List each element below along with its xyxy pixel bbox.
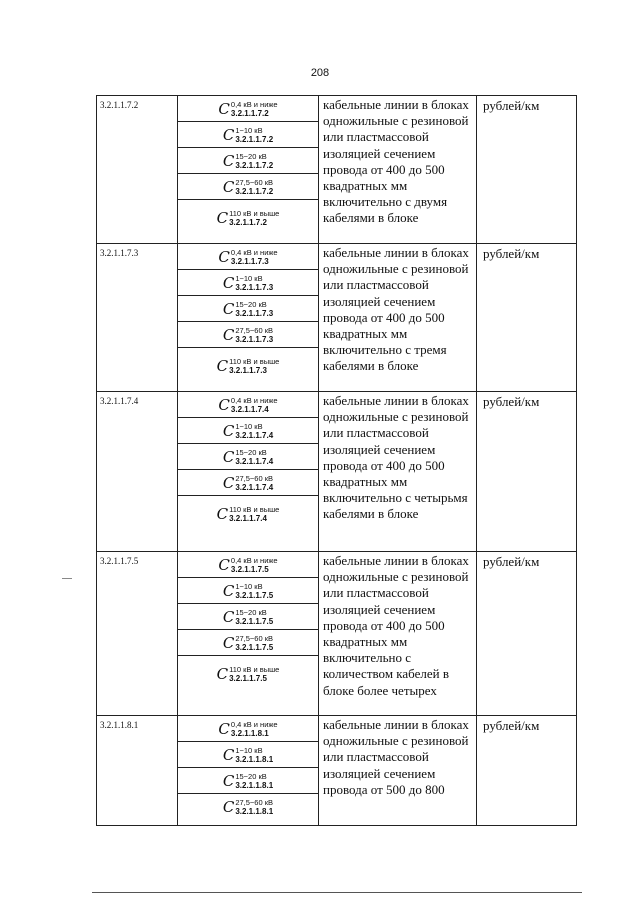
symbol-letter: C <box>218 395 230 414</box>
coefficient-cell <box>178 348 318 384</box>
row-unit: рублей/км <box>477 716 577 826</box>
tariff-table <box>96 95 577 826</box>
coefficient-symbol <box>223 772 273 790</box>
voltage-superscript: 110 кВ и выше <box>229 357 280 366</box>
coefficient-cell <box>178 418 318 444</box>
coefficient-symbol <box>223 798 273 816</box>
code-subscript: 3.2.1.1.7.3 <box>235 334 274 344</box>
coefficient-cell <box>178 270 318 296</box>
coefficient-symbol <box>223 448 273 466</box>
coefficient-list <box>178 392 319 552</box>
coefficient-symbol <box>218 396 277 414</box>
table-row <box>97 392 577 552</box>
row-unit: рублей/км <box>477 392 577 552</box>
symbol-letter: C <box>222 607 235 626</box>
row-unit: рублей/км <box>477 552 577 716</box>
coefficient-cell <box>178 716 318 742</box>
symbol-letter: C <box>218 555 230 574</box>
coefficient-cell <box>178 96 318 122</box>
row-unit: рублей/км <box>477 244 577 392</box>
code-subscript: 3.2.1.1.7.2 <box>229 218 267 227</box>
code-subscript: 3.2.1.1.7.2 <box>235 134 274 144</box>
coefficient-symbol <box>223 300 273 318</box>
symbol-letter: C <box>216 505 229 523</box>
row-code: 3.2.1.1.7.2 <box>97 96 178 244</box>
symbol-letter: C <box>218 99 230 118</box>
code-subscript: 3.2.1.1.7.3 <box>235 308 274 318</box>
voltage-superscript: 15−20 кВ <box>235 299 267 309</box>
coefficient-cell <box>178 444 318 470</box>
row-description: кабельные линии в блоках одножильные с резиновой или пластмассовой изоляцией сечением провода от 500 до 800 <box>319 716 477 826</box>
code-subscript: 3.2.1.1.8.1 <box>235 780 274 790</box>
margin-mark <box>62 578 72 579</box>
coefficient-symbol <box>218 248 277 266</box>
page-bottom-rule <box>92 892 582 893</box>
symbol-letter: C <box>222 745 235 764</box>
voltage-superscript: 110 кВ и выше <box>229 209 280 218</box>
symbol-letter: C <box>218 719 230 738</box>
voltage-superscript: 27,5−60 кВ <box>235 325 274 335</box>
coefficient-cell <box>178 392 318 418</box>
coefficient-cell <box>178 604 318 630</box>
coefficient-symbol <box>223 608 273 626</box>
code-subscript: 3.2.1.1.7.4 <box>235 430 274 440</box>
coefficient-symbol <box>217 505 280 523</box>
code-subscript: 3.2.1.1.7.5 <box>235 590 274 600</box>
symbol-letter: C <box>222 325 235 344</box>
coefficient-cell <box>178 296 318 322</box>
voltage-superscript: 27,5−60 кВ <box>235 177 274 187</box>
coefficient-symbol <box>217 665 280 683</box>
coefficient-symbol <box>223 746 273 764</box>
coefficient-symbol <box>217 357 280 375</box>
table-row <box>97 716 577 826</box>
table-row <box>97 552 577 716</box>
code-subscript: 3.2.1.1.7.4 <box>235 456 274 466</box>
symbol-letter: C <box>222 798 235 816</box>
code-subscript: 3.2.1.1.7.2 <box>235 160 274 170</box>
coefficient-symbol <box>223 126 273 144</box>
symbol-letter: C <box>222 273 235 292</box>
voltage-superscript: 1−10 кВ <box>235 125 263 135</box>
voltage-superscript: 1−10 кВ <box>235 581 263 591</box>
voltage-superscript: 110 кВ и выше <box>229 505 280 514</box>
row-description: кабельные линии в блоках одножильные с резиновой или пластмассовой изоляцией сечением провода от 400 до 500 квадратных мм включительно с количеством кабелей в блоке более четырех <box>319 552 477 716</box>
page-number: 208 <box>310 67 330 79</box>
row-code: 3.2.1.1.7.3 <box>97 244 178 392</box>
coefficient-list <box>178 244 319 392</box>
coefficient-list <box>178 96 319 244</box>
symbol-letter: C <box>216 665 229 683</box>
table-row <box>97 244 577 392</box>
coefficient-symbol <box>223 274 273 292</box>
symbol-letter: C <box>222 177 235 196</box>
coefficient-cell <box>178 496 318 532</box>
voltage-superscript: 1−10 кВ <box>235 745 263 755</box>
code-subscript: 3.2.1.1.7.5 <box>235 642 274 652</box>
voltage-superscript: 0,4 кВ и ниже <box>230 99 278 109</box>
coefficient-symbol <box>218 720 277 738</box>
coefficient-cell <box>178 174 318 200</box>
voltage-superscript: 27,5−60 кВ <box>235 633 274 643</box>
code-subscript: 3.2.1.1.8.1 <box>235 807 274 816</box>
table-body <box>97 96 577 826</box>
coefficient-symbol <box>218 100 277 118</box>
coefficient-list <box>178 716 319 826</box>
row-code: 3.2.1.1.8.1 <box>97 716 178 826</box>
voltage-superscript: 27,5−60 кВ <box>235 473 274 483</box>
code-subscript: 3.2.1.1.7.4 <box>235 482 274 492</box>
voltage-superscript: 0,4 кВ и ниже <box>230 555 278 565</box>
row-unit: рублей/км <box>477 96 577 244</box>
symbol-letter: C <box>222 771 235 790</box>
symbol-letter: C <box>216 209 229 227</box>
coefficient-cell <box>178 322 318 348</box>
coefficient-cell <box>178 148 318 174</box>
code-subscript: 3.2.1.1.7.3 <box>235 282 274 292</box>
row-code: 3.2.1.1.7.5 <box>97 552 178 716</box>
code-subscript: 3.2.1.1.7.2 <box>230 108 269 118</box>
coefficient-symbol <box>217 209 280 227</box>
row-description: кабельные линии в блоках одножильные с резиновой или пластмассовой изоляцией сечением провода от 400 до 500 квадратных мм включительно с четырьмя кабелями в блоке <box>319 392 477 552</box>
coefficient-symbol <box>223 152 273 170</box>
coefficient-cell <box>178 578 318 604</box>
coefficient-cell <box>178 768 318 794</box>
symbol-letter: C <box>222 125 235 144</box>
code-subscript: 3.2.1.1.8.1 <box>230 728 269 738</box>
coefficient-cell <box>178 200 318 236</box>
symbol-letter: C <box>222 633 235 652</box>
code-subscript: 3.2.1.1.7.5 <box>235 616 274 626</box>
symbol-letter: C <box>218 247 230 266</box>
coefficient-cell <box>178 630 318 656</box>
voltage-superscript: 27,5−60 кВ <box>235 798 274 807</box>
coefficient-cell <box>178 552 318 578</box>
symbol-letter: C <box>222 581 235 600</box>
code-subscript: 3.2.1.1.8.1 <box>235 754 274 764</box>
coefficient-symbol <box>223 582 273 600</box>
coefficient-cell <box>178 244 318 270</box>
code-subscript: 3.2.1.1.7.3 <box>229 366 267 375</box>
symbol-letter: C <box>222 421 235 440</box>
voltage-superscript: 15−20 кВ <box>235 771 267 781</box>
row-code: 3.2.1.1.7.4 <box>97 392 178 552</box>
coefficient-symbol <box>223 634 273 652</box>
voltage-superscript: 1−10 кВ <box>235 273 263 283</box>
voltage-superscript: 0,4 кВ и ниже <box>230 719 278 729</box>
coefficient-cell <box>178 742 318 768</box>
coefficient-list <box>178 552 319 716</box>
symbol-letter: C <box>222 299 235 318</box>
voltage-superscript: 15−20 кВ <box>235 151 267 161</box>
symbol-letter: C <box>222 473 235 492</box>
coefficient-cell <box>178 122 318 148</box>
coefficient-cell <box>178 794 318 820</box>
symbol-letter: C <box>222 151 235 170</box>
code-subscript: 3.2.1.1.7.4 <box>230 404 269 414</box>
voltage-superscript: 110 кВ и выше <box>229 665 280 674</box>
voltage-superscript: 15−20 кВ <box>235 447 267 457</box>
table-row <box>97 96 577 244</box>
coefficient-symbol <box>223 178 273 196</box>
coefficient-symbol <box>218 556 277 574</box>
code-subscript: 3.2.1.1.7.5 <box>230 564 269 574</box>
voltage-superscript: 0,4 кВ и ниже <box>230 247 278 257</box>
row-description: кабельные линии в блоках одножильные с резиновой или пластмассовой изоляцией сечением провода от 400 до 500 квадратных мм включительно с двумя кабелями в блоке <box>319 96 477 244</box>
code-subscript: 3.2.1.1.7.5 <box>229 674 267 683</box>
voltage-superscript: 0,4 кВ и ниже <box>230 395 278 405</box>
coefficient-symbol <box>223 422 273 440</box>
symbol-letter: C <box>222 447 235 466</box>
coefficient-cell <box>178 656 318 692</box>
row-description: кабельные линии в блоках одножильные с резиновой или пластмассовой изоляцией сечением провода от 400 до 500 квадратных мм включительно с тремя кабелями в блоке <box>319 244 477 392</box>
coefficient-cell <box>178 470 318 496</box>
voltage-superscript: 1−10 кВ <box>235 421 263 431</box>
coefficient-symbol <box>223 326 273 344</box>
symbol-letter: C <box>216 357 229 375</box>
voltage-superscript: 15−20 кВ <box>235 607 267 617</box>
coefficient-symbol <box>223 474 273 492</box>
code-subscript: 3.2.1.1.7.2 <box>235 186 274 196</box>
code-subscript: 3.2.1.1.7.3 <box>230 256 269 266</box>
code-subscript: 3.2.1.1.7.4 <box>229 514 267 523</box>
